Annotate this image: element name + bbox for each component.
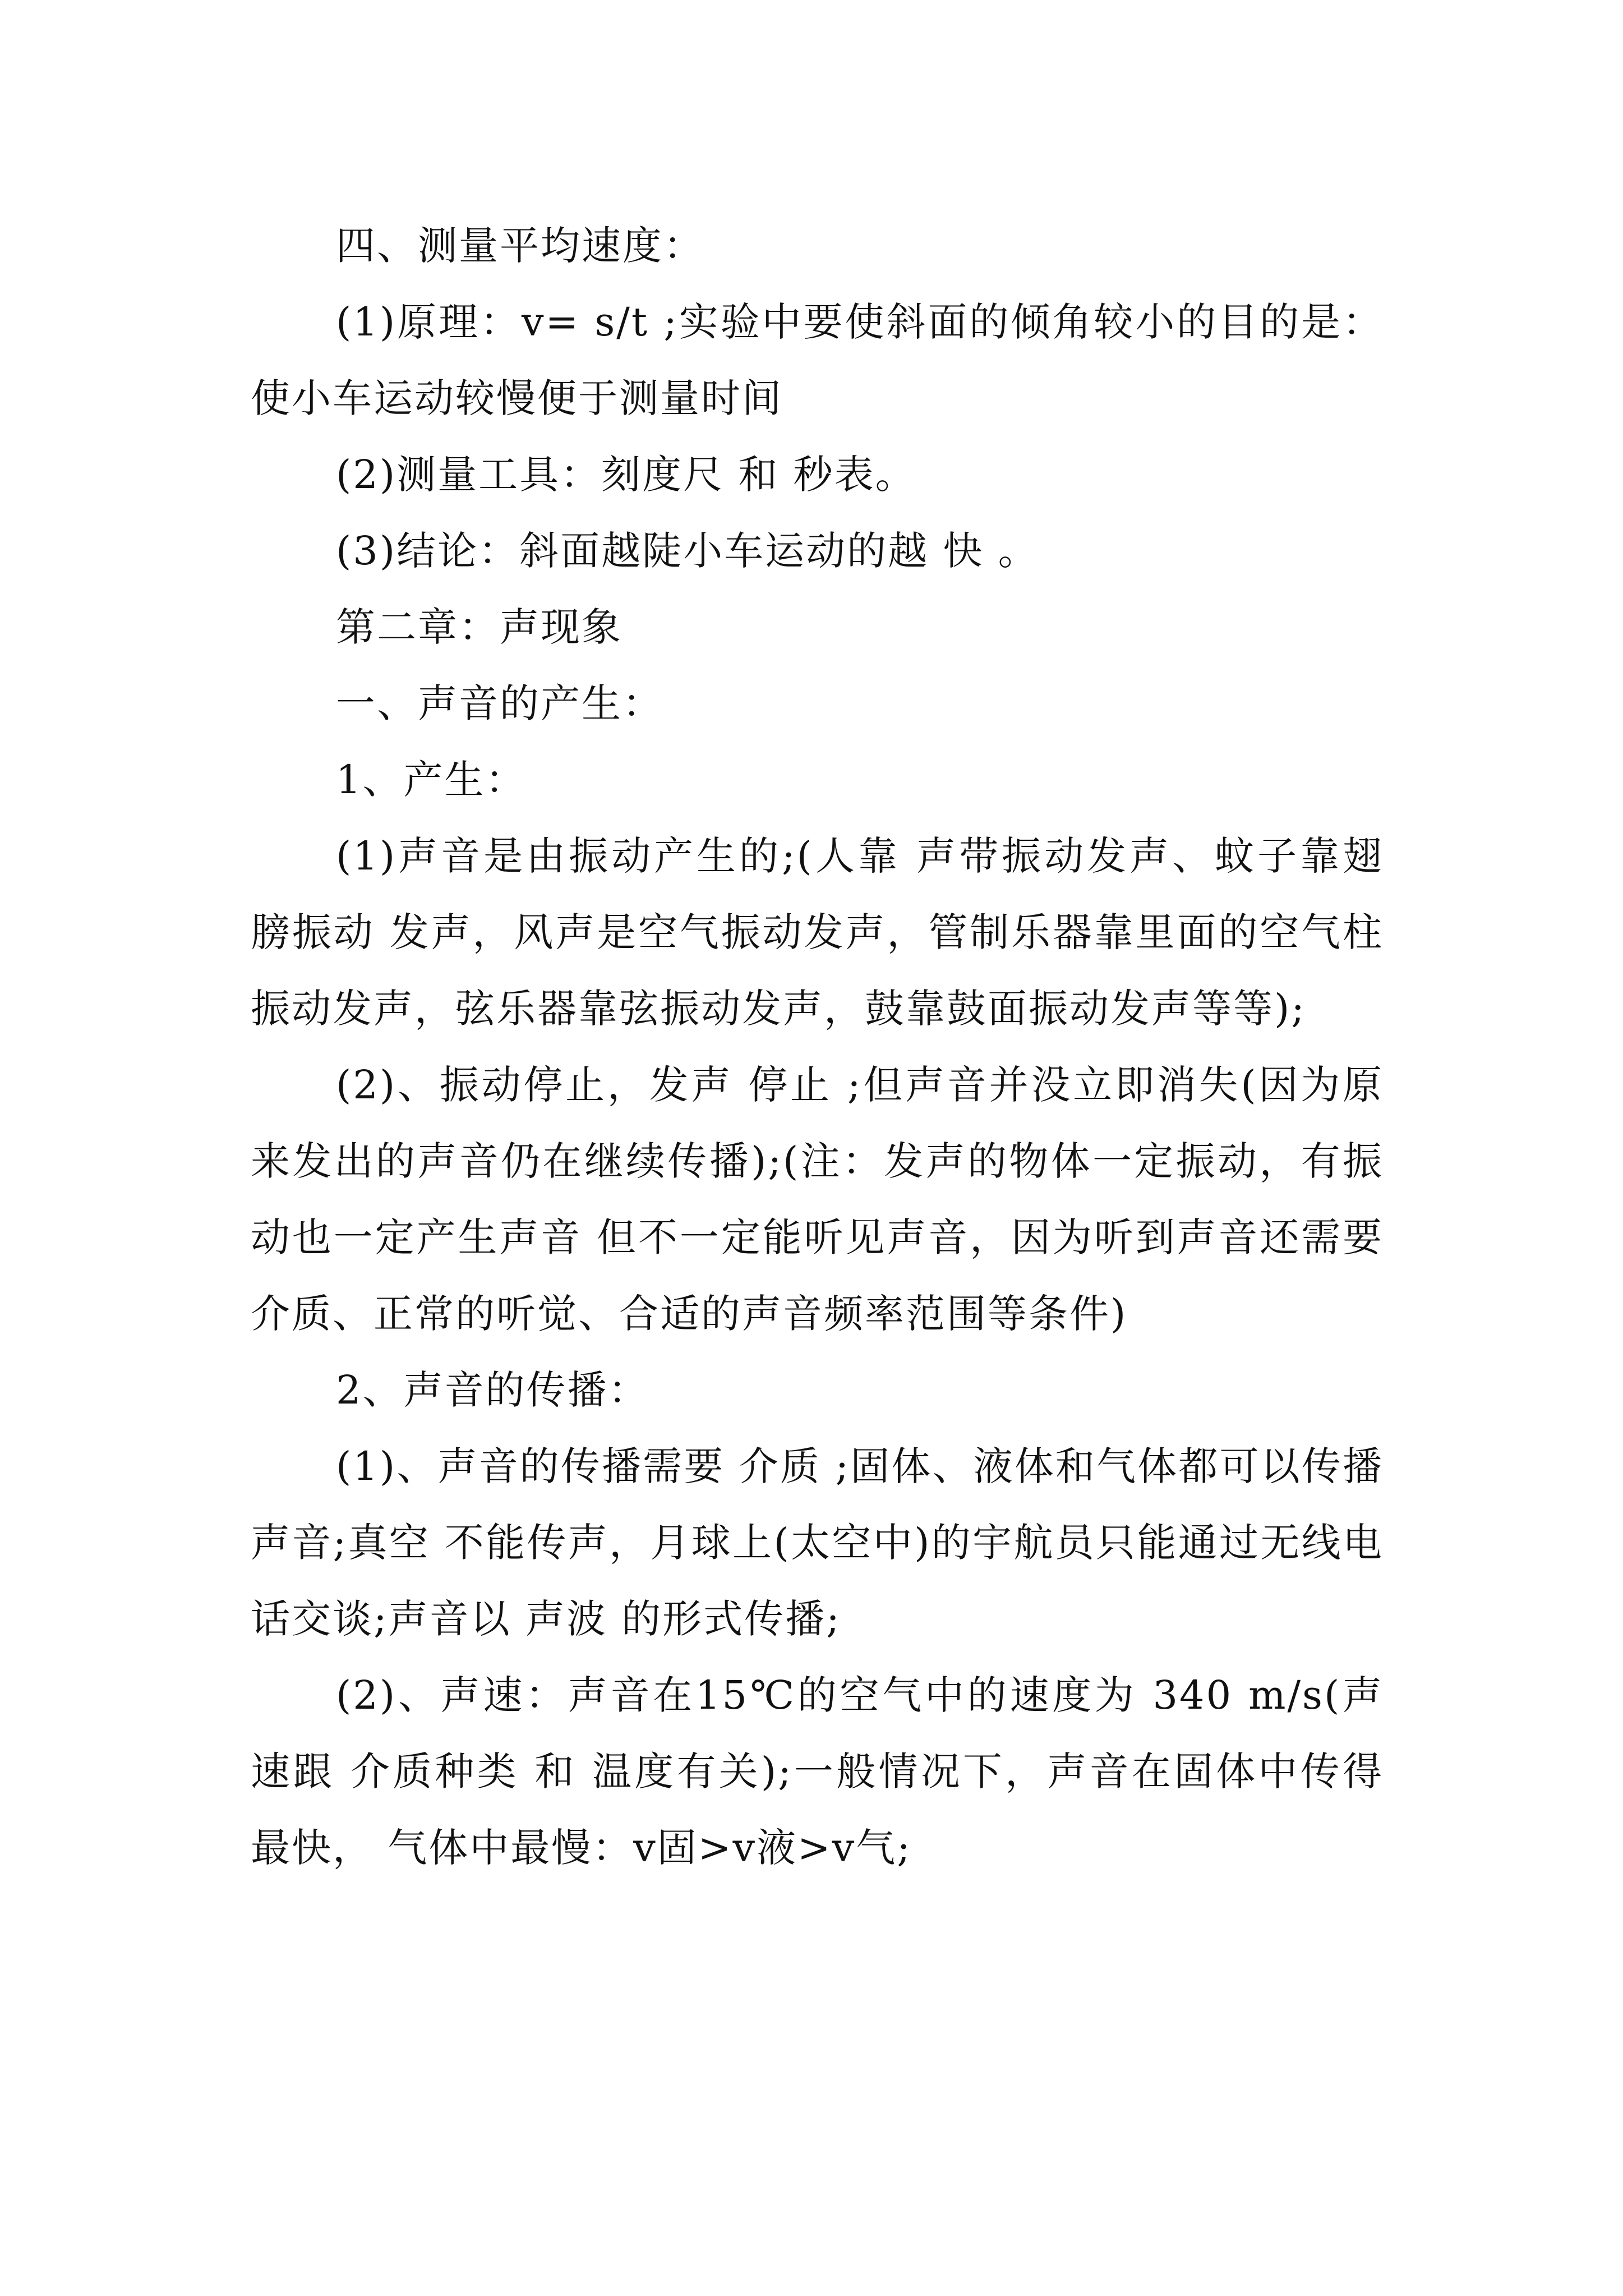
paragraph-vibration-source: (1)声音是由振动产生的;(人靠 声带振动发声、蚊子靠翅膀振动 发声，风声是空气振动发声，管制乐器靠里面的空气柱振动发声，弦乐器靠弦振动发声，鼓靠鼓面振动发声等等); xyxy=(251,833,1384,1032)
paragraph-vibration-stops: (2)、振动停止，发声 停止 ;但声音并没立即消失(因为原来发出的声音仍在继续传播);(注：发声的物体一定振动，有振动也一定产生声音 但不一定能听见声音，因为听到声音还需要介质、正常的听觉、合适的声音频率范围等条件) xyxy=(251,1062,1384,1337)
subheading-propagation: 2、声音的传播： xyxy=(336,1367,649,1413)
paragraph-conclusion: (3)结论：斜面越陡小车运动的越 快 。 xyxy=(336,528,1039,574)
paragraph-principle: (1)原理：v= s/t ;实验中要使斜面的倾角较小的目的是：使小车运动较慢便于测量时间 xyxy=(251,299,1384,421)
paragraph-medium: (1)、声音的传播需要 介质 ;固体、液体和气体都可以传播声音;真空 不能传声，月球上(太空中)的宇航员只能通过无线电话交谈;声音以 声波 的形式传播; xyxy=(251,1443,1384,1642)
subheading-production: 1、产生： xyxy=(336,757,527,803)
document-body xyxy=(251,208,1384,1886)
chapter-heading-sound: 第二章：声现象 xyxy=(336,604,623,650)
paragraph-speed-of-sound: (2)、声速：声音在15℃的空气中的速度为 340 m/s(声速跟 介质种类 和 温度有关);一般情况下，声音在固体中传得最快， 气体中最慢：v固>v液>v气; xyxy=(251,1672,1384,1871)
paragraph-tools: (2)测量工具：刻度尺 和 秒表。 xyxy=(336,452,916,498)
section-heading-sound-production: 一、声音的产生： xyxy=(336,680,663,726)
section-heading-average-speed: 四、测量平均速度： xyxy=(336,223,704,269)
